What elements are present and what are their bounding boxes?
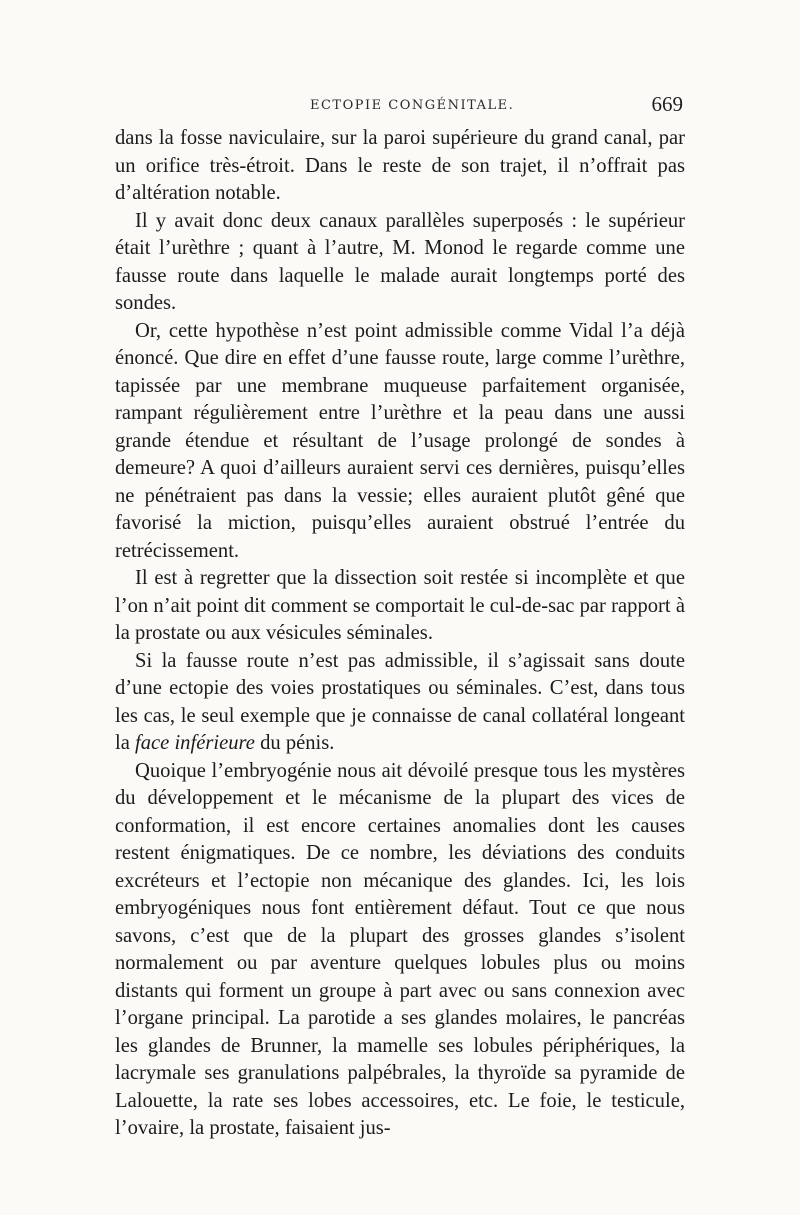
page-number: 669	[651, 92, 683, 116]
running-head: ECTOPIE CONGÉNITALE.	[310, 98, 515, 113]
paragraph-3: Or, cette hypothèse n’est point admissible comme Vidal l’a déjà énoncé. Que dire en effet d’une fausse route, large comme l’urèthre, tapissée par une membrane muqueuse parfaitement organisée, rampant régulièrement entre l’urèthre et la peau dans une aussi grande étendue et résultant de l’usage prolongé de sondes à demeure? A quoi d’ailleurs auraient servi ces dernières, puisqu’elles ne pénétraient pas dans la vessie; elles auraient plutôt gêné que favorisé la miction, puisqu’elles auraient obstrué l’entrée du retrécissement.	[115, 319, 685, 562]
paragraph-5	[115, 648, 685, 758]
page-header	[115, 92, 685, 122]
paragraph-6: Quoique l’embryogénie nous ait dévoilé presque tous les mystères du développement et le mécanisme de la plupart des vices de conformation, il est encore certaines anomalies dont les causes restent énigmatiques. De ce nombre, les déviations des conduits excréteurs et l’ectopie non mécanique des glandes. Ici, les lois embryogéniques nous font entièrement défaut. Tout ce que nous savons, c’est que de la plupart des grosses glandes s’isolent normalement ou par aventure quelques lobules plus ou moins distants qui forment un groupe à part avec ou sans connexion avec l’organe principal. La parotide a ses glandes molaires, le pancréas les glandes de Brunner, la mamelle ses lobules périphériques, la lacrymale ses granulations palpébrales, la thyroïde sa pyramide de Lalouette, la rate ses lobes accessoires, etc. Le foie, le testicule, l’ovaire, la prostate, faisaient jus-	[115, 759, 685, 1139]
paragraph-5-italic-text: face inférieure	[135, 732, 255, 754]
paragraph-1: dans la fosse naviculaire, sur la paroi supérieure du grand canal, par un orifice très-étroit. Dans le reste de son trajet, il n’offrait pas d’altération notable.	[115, 127, 685, 204]
paragraph-5-text-after: du pénis.	[254, 732, 335, 754]
paragraph-4: Il est à regretter que la dissection soit restée si incomplète et que l’on n’ait point dit comment se comportait le cul-de-sac par rapport à la prostate ou aux vésicules séminales.	[115, 567, 685, 644]
paragraph-2: Il y avait donc deux canaux parallèles superposés : le supérieur était l’urèthre ; quant à l’autre, M. Monod le regarde comme une fausse route dans laquelle le malade aurait longtemps porté des sondes.	[115, 209, 685, 314]
body-text	[115, 125, 685, 1143]
paragraph-5-text-before: Si la fausse route n’est pas admissible, il s’agissait sans doute d’une ectopie des voies prostatiques ou séminales. C’est, dans tous les cas, le seul exemple que je connaisse de canal collatéral longeant la	[115, 649, 685, 754]
